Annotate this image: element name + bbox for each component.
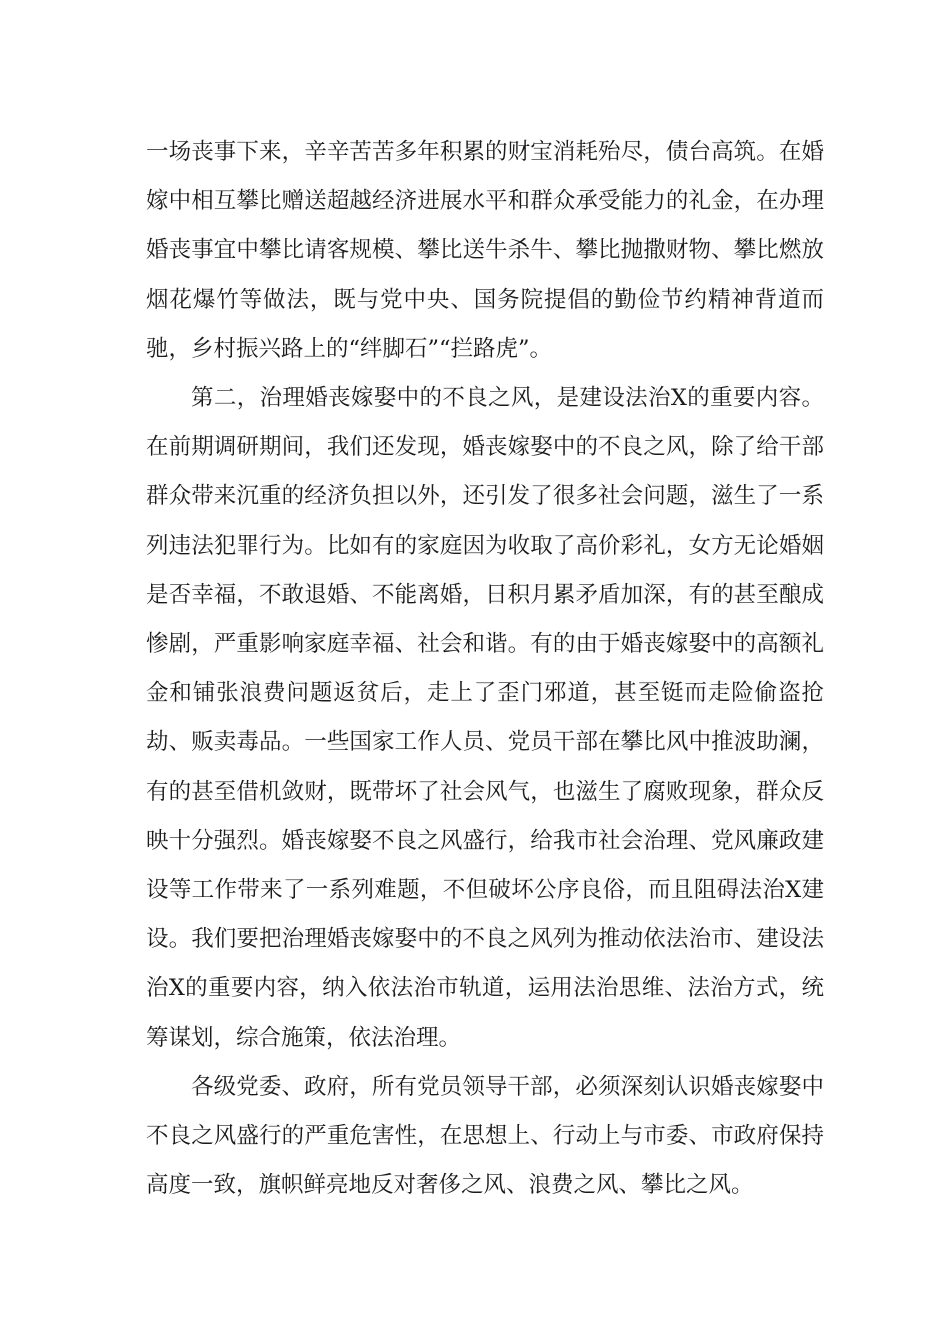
document-body xyxy=(146,128,824,1210)
paragraph-continuation: 一场丧事下来，辛辛苦苦多年积累的财宝消耗殆尽，债台高筑。在婚嫁中相互攀比赠送超越经济进展水平和群众承受能力的礼金，在办理婚丧事宜中攀比请客规模、攀比送牛杀牛、攀比抛撒财物、攀比燃放烟花爆竹等做法，既与党中央、国务院提倡的勤俭节约精神背道而驰，乡村振兴路上的“绊脚石”“拦路虎”。 xyxy=(146,139,824,362)
paragraph-second-point: 第二，治理婚丧嫁娶中的不良之风，是建设法治X的重要内容。在前期调研期间，我们还发现，婚丧嫁娶中的不良之风，除了给干部群众带来沉重的经济负担以外，还引发了很多社会问题，滋生了一系列违法犯罪行为。比如有的家庭因为收取了高价彩礼，女方无论婚姻是否幸福，不敢退婚、不能离婚，日积月累矛盾加深，有的甚至酿成惨剧，严重影响家庭幸福、社会和谐。有的由于婚丧嫁娶中的高额礼金和铺张浪费问题返贫后，走上了歪门邪道，甚至铤而走险偷盗抢劫、贩卖毒品。一些国家工作人员、党员干部在攀比风中推波助澜，有的甚至借机敛财，既带坏了社会风气，也滋生了腐败现象，群众反映十分强烈。婚丧嫁娶不良之风盛行，给我市社会治理、党风廉政建设等工作带来了一系列难题，不但破坏公序良俗，而且阻碍法治X建设。我们要把治理婚丧嫁娶中的不良之风列为推动依法治市、建设法治X的重要内容，纳入依法治市轨道，运用法治思维、法治方式，统筹谋划，综合施策，依法治理。 xyxy=(146,385,824,1051)
paragraph-party-requirement: 各级党委、政府，所有党员领导干部，必须深刻认识婚丧嫁娶中不良之风盛行的严重危害性，在思想上、行动上与市委、市政府保持高度一致，旗帜鲜亮地反对奢侈之风、浪费之风、攀比之风。 xyxy=(146,1073,824,1199)
